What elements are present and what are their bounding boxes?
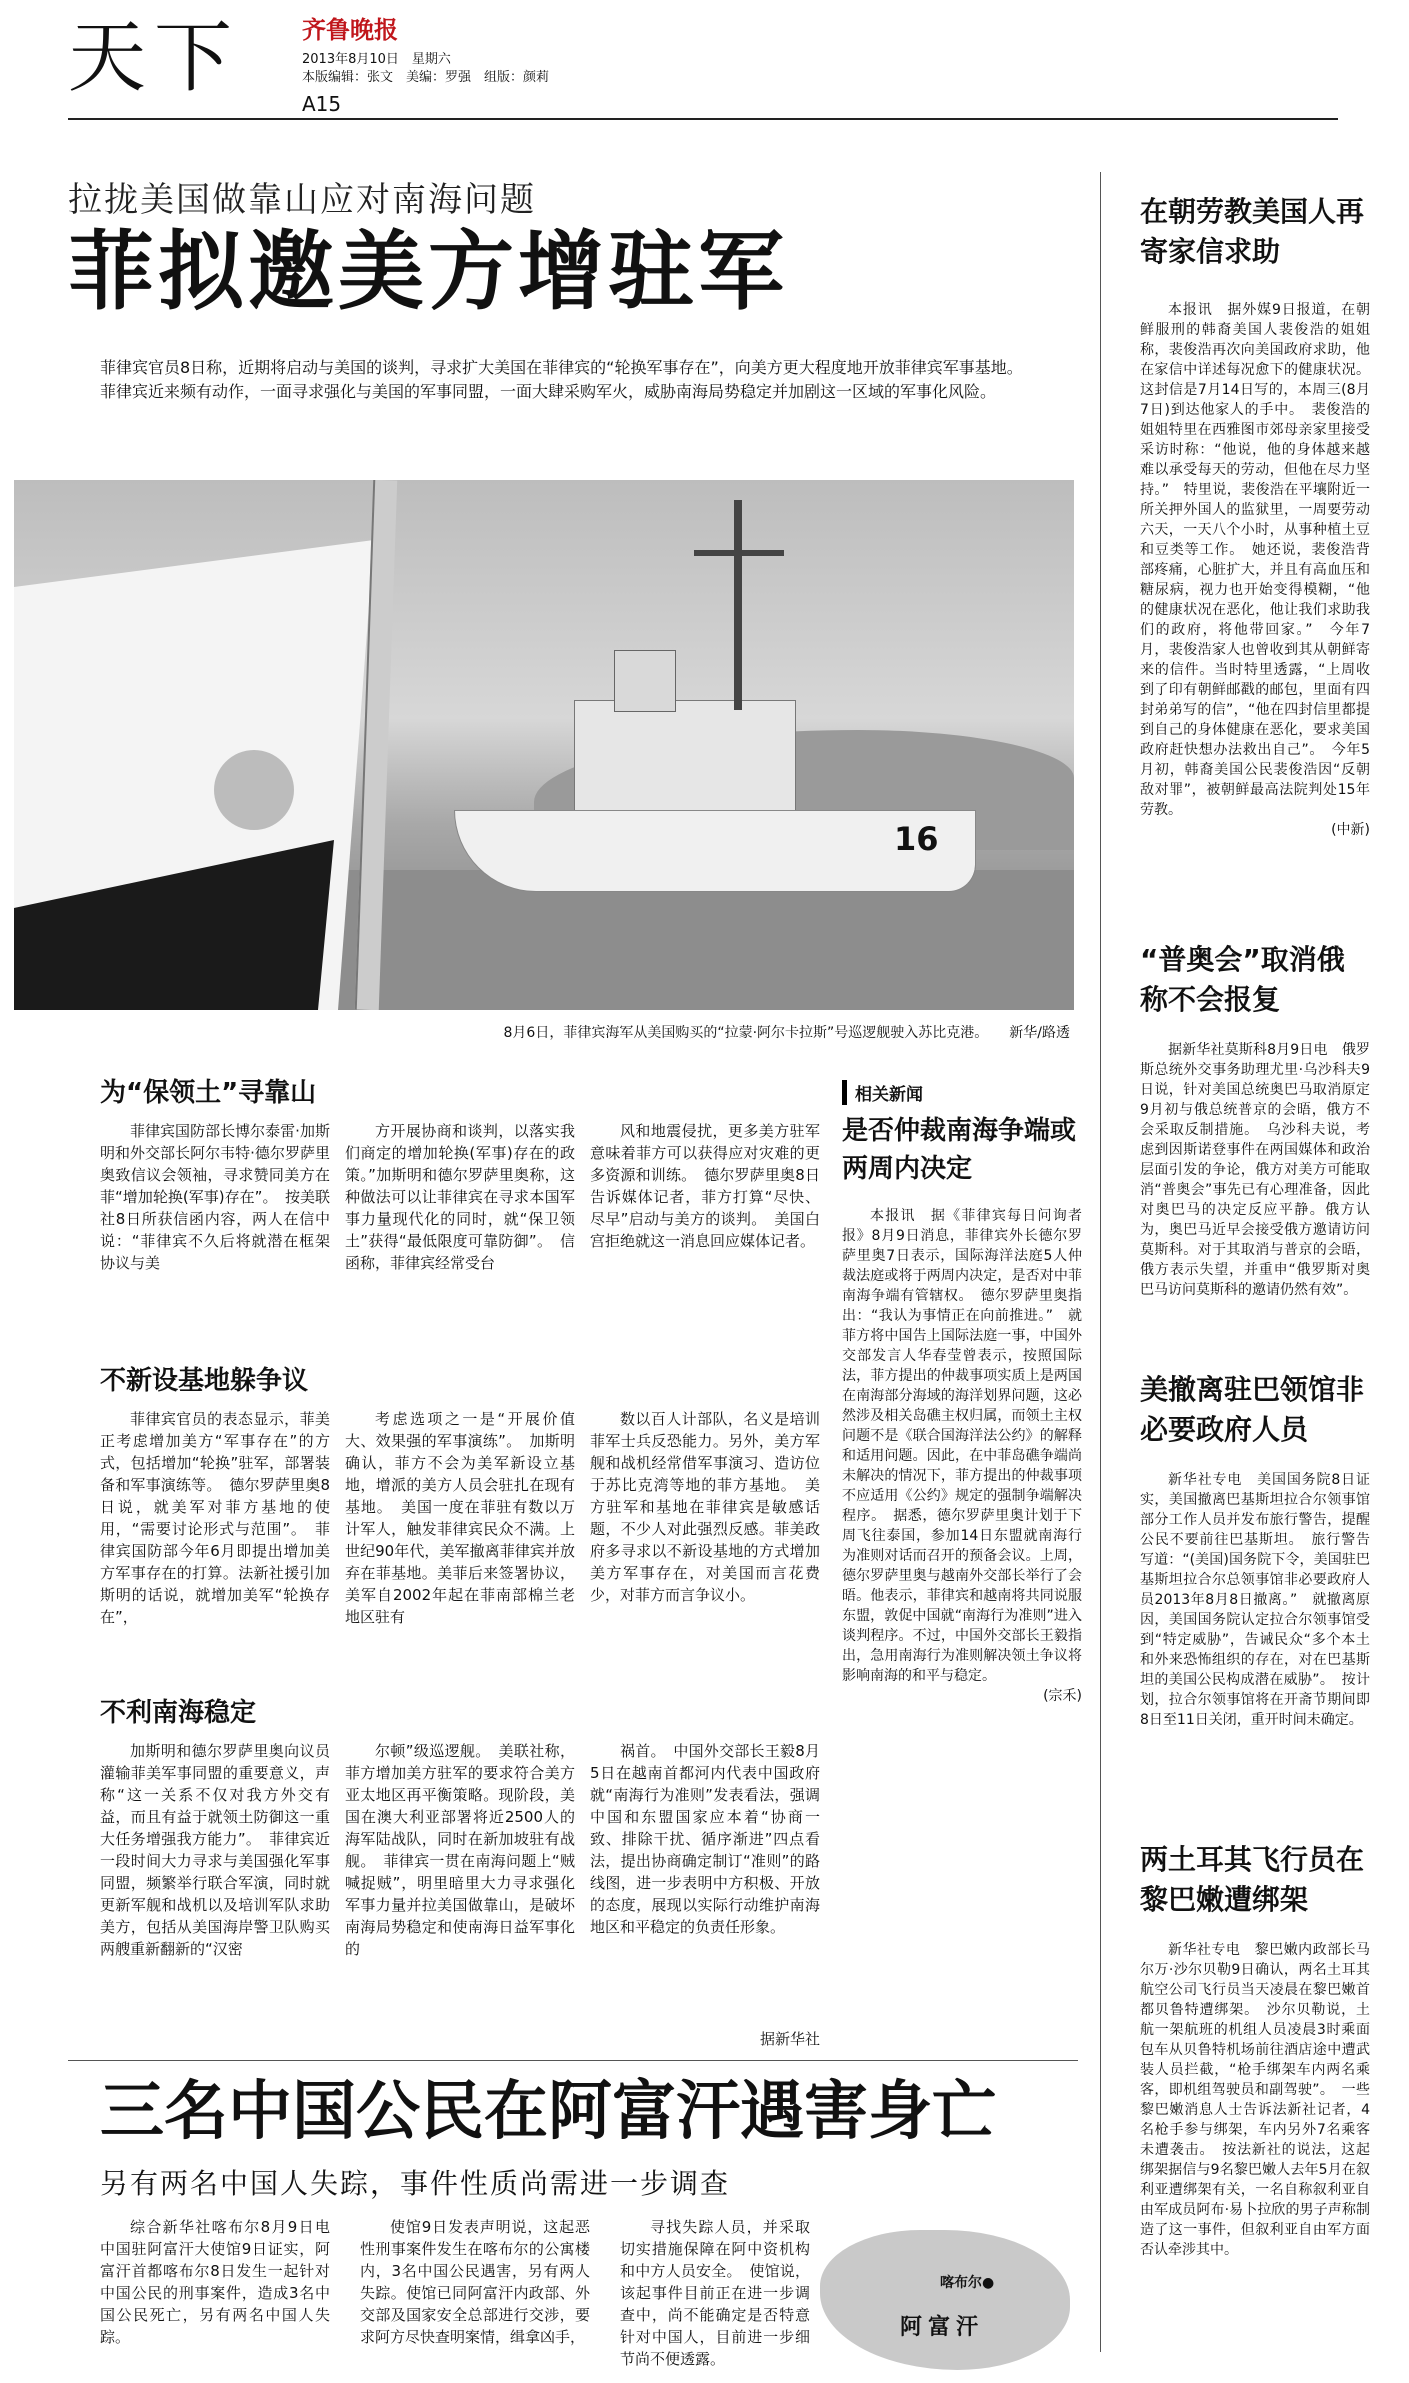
side-story-1-body: [1140, 300, 1370, 840]
section-2-text-3: 数以百人计部队，名义是培训菲军士兵反恐能力。另外，美方军舰和战机经常借军事演习、造访位于苏比克湾等地的菲方基地。 美方驻军和基地在菲律宾是敏感话题，不少人对此强烈反感。菲美政府多寻求以不新设基地的方式增加美方军事存在，对美国而言花费少，对菲方而言争议小。: [590, 1410, 820, 1604]
bottom-text-1: 综合新华社喀布尔8月9日电 中国驻阿富汗大使馆9日证实，阿富汗首都喀布尔8日发生一起针对中国公民的刑事案件，造成3名中国公民死亡，另有两名中国人失踪。: [100, 2218, 346, 2346]
bottom-subhead: 另有两名中国人失踪，事件性质尚需进一步调查: [100, 2167, 731, 2200]
side-story-2-body: [1140, 1040, 1370, 1300]
section-2-col-3: [590, 1408, 820, 1606]
date-line: 2013年8月10日 星期六: [302, 52, 451, 67]
section-1-col-3: [590, 1120, 820, 1252]
story-kicker: 拉拢美国做靠山应对南海问题: [68, 180, 536, 220]
ship-funnel: [614, 650, 676, 712]
section-3-col-3: [590, 1740, 820, 1938]
ship-photo: [14, 480, 1074, 1010]
lead-paragraph-2: 菲律宾近来频有动作，一面寻求强化与美国的军事同盟，一面大肆采购军火，威胁南海局势稳定并加剧这一区域的军事化风险。: [100, 382, 997, 401]
section-title: 天下: [68, 13, 241, 103]
section-2-col-2: [345, 1408, 575, 1628]
related-body: [842, 1206, 1082, 1706]
masthead-rule: [68, 118, 1338, 120]
page-number: A15: [302, 92, 342, 116]
section-3-text-1: 加斯明和德尔罗萨里奥向议员灌输菲美军事同盟的重要意义，声称“这一关系不仅对我方外交有益，而且有益于就领土防御这一重大任务增强我方能力”。 菲律宾近一段时间大力寻求与美国强化军事同盟，频繁举行联合军演，同时就更新军舰和战机以及培训军队求助美方，包括从美国海岸警卫队购买两艘重新翻新的“汉密: [100, 1742, 330, 1958]
side-story-4-headline: 两土耳其飞行员在黎巴嫩遭绑架: [1140, 1843, 1365, 1916]
section-1-text-1: 菲律宾国防部长博尔泰雷·加斯明和外交部长阿尔韦特·德尔罗萨里奥致信议会领袖，寻求赞同美方在菲“增加轮换(军事)存在”。 按美联社8日所获信函内容，两人在信中说：“菲律宾不久后将就潜在框架协议与美: [100, 1122, 330, 1272]
section-3-text-2: 尔顿”级巡逻舰。 美联社称，菲方增加美方驻军的要求符合美方亚太地区再平衡策略。现阶段，美国在澳大利亚部署将近2500人的海军陆战队，同时在新加坡驻有战舰。 菲律宾一贯在南海问题上“贼喊捉贼”，明里暗里大力寻求强化军事力量并拉美国做靠山，是破坏南海局势稳定和使南海日益军事化的: [345, 1742, 575, 1958]
section-1-col-1: [100, 1120, 330, 1274]
story-lead: [68, 356, 1073, 404]
section-2-text-2: 考虑选项之一是“开展价值大、效果强的军事演练”。 加斯明确认，菲方不会为美军新设立基地，增派的美方人员会驻扎在现有基地。 美国一度在菲驻有数以万计军人，触发菲律宾民众不满。上世纪90年代，美军撤离菲律宾并放弃在菲基地。美菲后来签署协议，美军自2002年起在菲南部棉兰老地区驻有: [345, 1410, 575, 1626]
photo-caption: 8月6日，菲律宾海军从美国购买的“拉蒙·阿尔卡拉斯”号巡逻舰驶入苏比克港。 新华/路透: [503, 1025, 1070, 1041]
side-story-3-body: [1140, 1470, 1370, 1730]
lead-paragraph-1: 菲律宾官员8日称，近期将启动与美国的谈判，寻求扩大美国在菲律宾的“轮换军事存在”，向美方更大程度地开放菲律宾军事基地。: [100, 358, 1023, 377]
side-story-1-headline: 在朝劳教美国人再寄家信求助: [1140, 195, 1365, 268]
section-3-text-3: 祸首。 中国外交部长王毅8月5日在越南首都河内代表中国政府就“南海行为准则”发表看法，强调中国和东盟国家应本着“协商一致、排除干扰、循序渐进”四点看法，提出协商确定制订“准则”的路线图，进一步表明中方积极、开放的态度，展现以实际行动维护南海地区和平稳定的负责任形象。: [590, 1742, 820, 1936]
ship-mast-crossbar: [694, 550, 784, 556]
section-1-text-2: 方开展协商和谈判，以落实我们商定的增加轮换(军事)存在的政策。”加斯明和德尔罗萨里奥称，这种做法可以让菲律宾在寻求本国军事力量现代化的同时，就“保卫领土”获得“最低限度可靠防御”。 信函称，菲律宾经常受台: [345, 1122, 575, 1272]
side-story-3-text: 新华社专电 美国国务院8日证实，美国撤离巴基斯坦拉合尔领事馆部分工作人员并发布旅行警告，提醒公民不要前往巴基斯坦。 旅行警告写道：“(美国)国务院下令，美国驻巴基斯坦拉合尔总领事馆非必要政府人员2013年8月8日撤离。” 就撤离原因，美国国务院认定拉合尔领事馆受到“特定威胁”，告诫民众“多个本土和外来恐怖组织的存在，对在巴基斯坦的美国公民构成潜在威胁”。 按计划，拉合尔领事馆将在开斋节期间即8日至11日关闭，重开时间未确定。: [1140, 1472, 1370, 1728]
section-2-text-1: 菲律宾官员的表态显示，菲美正考虑增加美方“军事存在”的方式，包括增加“轮换”驻军，部署装备和军事演练等。 德尔罗萨里奥8日说，就美军对菲方基地的使用，“需要讨论形式与范围”。 菲律宾国防部今年6月即提出增加美方军事存在的打算。法新社援引加斯明的话说，就增加美军“轮换存在”，: [100, 1410, 330, 1626]
side-story-4-body: [1140, 1940, 1370, 2260]
map-city-label: 喀布尔●: [940, 2275, 995, 2291]
related-source: (宗禾): [1043, 1688, 1082, 1704]
flag-sun-icon: [214, 750, 294, 830]
side-story-3-headline: 美撤离驻巴领馆非必要政府人员: [1140, 1373, 1365, 1446]
story-headline: 菲拟邀美方增驻军: [68, 222, 788, 322]
section-1-text-3: 风和地震侵扰，更多美方驻军意味着菲方可以获得应对灾难的更多资源和训练。 德尔罗萨里奥8日告诉媒体记者，菲方打算“尽快、尽早”启动与美方的谈判。 美国白宫拒绝就这一消息回应媒体记者。: [590, 1122, 820, 1250]
side-story-4-text: 新华社专电 黎巴嫩内政部长马尔万·沙尔贝勒9日确认，两名土耳其航空公司飞行员当天凌晨在黎巴嫩首都贝鲁特遭绑架。 沙尔贝勒说，土航一架航班的机组人员凌晨3时乘面包车从贝鲁特机场前往酒店途中遭武装人员拦截，“枪手绑架车内两名乘客，即机组驾驶员和副驾驶”。 一些黎巴嫩消息人士告诉法新社记者，4名枪手参与绑架，车内另外7名乘客未遭袭击。 按法新社的说法，这起绑架据信与9名黎巴嫩人去年5月在叙利亚遭绑架有关，一名自称叙利亚自由军成员阿布·易卜拉欣的男子声称制造了这一事件，但叙利亚自由军方面否认牵涉其中。: [1140, 1942, 1370, 2258]
related-headline: 是否仲裁南海争端或两周内决定: [842, 1116, 1077, 1184]
section-heading-1: 为“保领土”寻靠山: [100, 1078, 317, 1108]
section-heading-3: 不利南海稳定: [100, 1698, 257, 1728]
side-story-1-text: 本报讯 据外媒9日报道，在朝鲜服刑的韩裔美国人裴俊浩的姐姐称，裴俊浩再次向美国政府求助，他在家信中详述每况愈下的健康状况。这封信是7月14日写的，本周三(8月7日)到达他家人的手中。 裴俊浩的姐姐特里在西雅图市郊母亲家里接受采访时称：“他说，他的身体越来越难以承受每天的劳动，但他在尽力坚持。” 特里说，裴俊浩在平壤附近一所关押外国人的监狱里，一周要劳动六天，一天八个小时，从事种植土豆和豆类等工作。 她还说，裴俊浩背部疼痛，心脏扩大，并且有高血压和糖尿病，视力也开始变得模糊，“他的健康状况在恶化，他让我们求助我们的政府，将他带回家。” 今年7月，裴俊浩家人也曾收到其从朝鲜寄来的信件。当时特里透露，“上周收到了印有朝鲜邮戳的邮包，里面有四封弟弟写的信”，“他在四封信里都提到自己的身体健康在恶化，要求美国政府赶快想办法救出自己”。 今年5月初，韩裔美国公民裴俊浩因“反朝敌对罪”，被朝鲜最高法院判处15年劳教。: [1140, 302, 1370, 818]
bottom-col-2: [360, 2216, 590, 2348]
column-divider: [1100, 172, 1101, 2352]
main-story-source: 据新华社: [759, 2030, 820, 2048]
bottom-story-rule: [68, 2060, 1078, 2061]
related-news-tag: 相关新闻: [842, 1080, 923, 1105]
bottom-text-3: 寻找失踪人员，并采取切实措施保障在阿中资机构和中方人员安全。 使馆说，该起事件目前正在进一步调查中，尚不能确定是否特意针对中国人，目前进一步细节尚不便透露。: [620, 2218, 810, 2368]
bottom-col-3: [620, 2216, 810, 2370]
ship-hull-number: 16: [894, 820, 939, 858]
side-story-1-source: (中新): [1331, 822, 1370, 838]
bottom-col-1: [100, 2216, 346, 2348]
related-body-text: 本报讯 据《菲律宾每日问询者报》8月9日消息，菲律宾外长德尔罗萨里奥7日表示，国际海洋法庭5人仲裁法庭或将于两周内决定，是否对中菲南海争端有管辖权。 德尔罗萨里奥指出：“我认为事情正在向前推进。” 就菲方将中国告上国际法庭一事，中国外交部发言人华春莹曾表示，按照国际法，菲方提出的仲裁事项实质上是两国在南海部分海域的海洋划界问题，这必然涉及相关岛礁主权归属，而领土主权问题不是《联合国海洋法公约》的解释和适用问题。因此，在中菲岛礁争端尚未解决的情况下，菲方提出的仲裁事项不应适用《公约》规定的强制争端解决程序。 据悉，德尔罗萨里奥计划于下周飞往泰国，参加14日东盟就南海行为准则对话而召开的预备会议。上周，德尔罗萨里奥与越南外交部长举行了会晤。他表示，菲律宾和越南将共同说服东盟，敦促中国就“南海行为准则”进入谈判程序。不过，中国外交部长王毅指出，急用南海行为准则解决领土争议将影响南海的和平与稳定。: [842, 1208, 1082, 1684]
ship-superstructure: [574, 700, 796, 822]
section-heading-2: 不新设基地躲争议: [100, 1366, 309, 1396]
bottom-headline: 三名中国公民在阿富汗遇害身亡: [100, 2075, 996, 2149]
section-2-col-1: [100, 1408, 330, 1628]
side-story-2-headline: “普奥会”取消俄称不会报复: [1140, 943, 1345, 1016]
ship-mast: [734, 500, 742, 710]
bottom-text-2: 使馆9日发表声明说，这起恶性刑事案件发生在喀布尔的公寓楼内，3名中国公民遇害，另有两人失踪。使馆已同阿富汗内政部、外交部及国家安全总部进行交涉，要求阿方尽快查明案情，缉拿凶手，: [360, 2218, 590, 2346]
paper-name: 齐鲁晚报: [302, 15, 398, 44]
section-1-col-2: [345, 1120, 575, 1274]
editor-line: 本版编辑：张文 美编：罗强 组版：颜莉: [302, 70, 550, 85]
afghanistan-map: [820, 2230, 1070, 2370]
section-3-col-2: [345, 1740, 575, 1960]
map-country-label: 阿富汗: [900, 2315, 985, 2340]
side-story-2-text: 据新华社莫斯科8月9日电 俄罗斯总统外交事务助理尤里·乌沙科夫9日说，针对美国总统奥巴马取消原定9月初与俄总统普京的会晤，俄方不会采取反制措施。 乌沙科夫说，考虑到因斯诺登事件在两国媒体和政治层面引发的争论，俄方对美方可能取消“普奥会”事先已有心理准备，因此对奥巴马的决定反应平静。俄方认为，奥巴马近早会接受俄方邀请访问莫斯科。对于其取消与普京的会晤，俄方表示失望，并重申“俄罗斯对奥巴马访问莫斯科的邀请仍然有效”。: [1140, 1042, 1370, 1298]
section-3-col-1: [100, 1740, 330, 1960]
